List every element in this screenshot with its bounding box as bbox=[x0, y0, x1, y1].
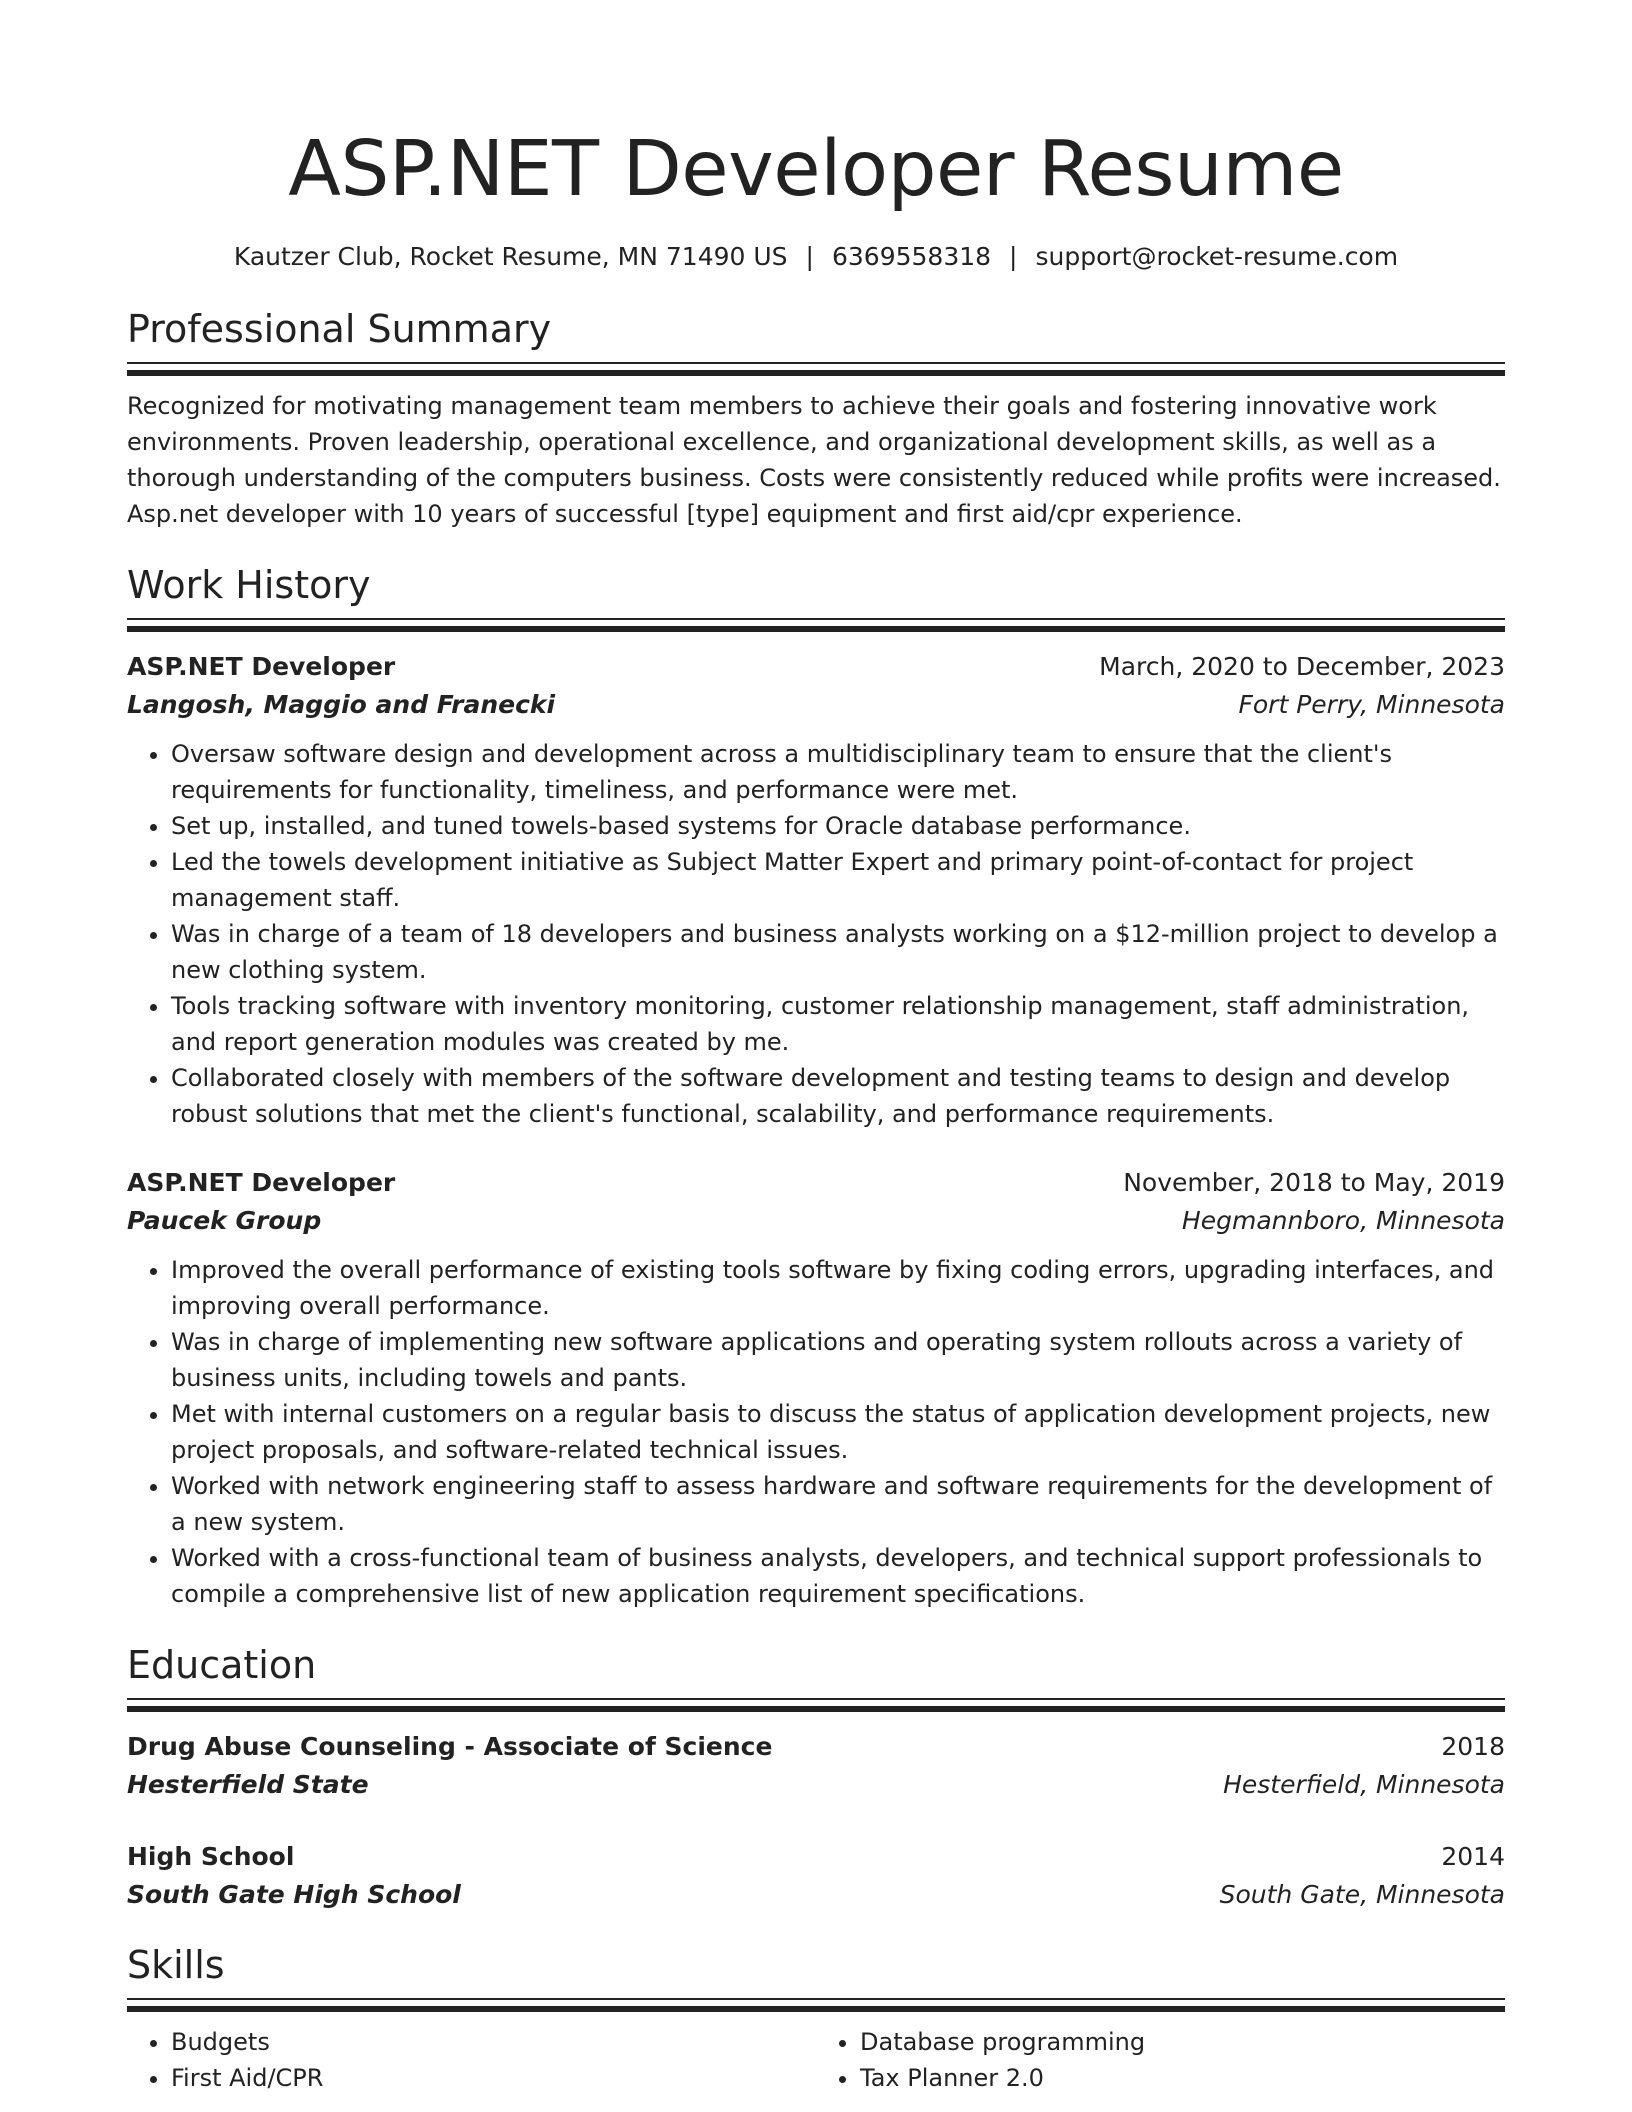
job-title: ASP.NET Developer bbox=[127, 652, 396, 681]
skill-item: • First Aid/CPR bbox=[171, 2060, 816, 2096]
section-divider bbox=[127, 1998, 1505, 2012]
contact-phone: 6369558318 bbox=[831, 242, 992, 271]
job-dates: March, 2020 to December, 2023 bbox=[1099, 652, 1505, 681]
resume-title: ASP.NET Developer Resume bbox=[288, 125, 1344, 214]
section-divider bbox=[127, 618, 1505, 632]
education-school: Hesterfield State bbox=[127, 1770, 369, 1799]
section-heading-summary: Professional Summary bbox=[127, 307, 552, 351]
job-bullet: • Led the towels development initiative as Subject Matter Expert and primary point-of-contact for project management staff. bbox=[171, 844, 1505, 916]
job-bullet: • Collaborated closely with members of the software development and testing teams to design and develop robust solutions that met the client's functional, scalability, and performance requirements. bbox=[171, 1060, 1505, 1132]
job-bullet: • Tools tracking software with inventory monitoring, customer relationship management, staff administration, and report generation modules was created by me. bbox=[171, 988, 1505, 1060]
skills-list bbox=[127, 2024, 1505, 2096]
job-title: ASP.NET Developer bbox=[127, 1168, 396, 1197]
job-bullets bbox=[127, 1252, 1505, 1612]
section-divider bbox=[127, 362, 1505, 376]
education-location: Hesterfield, Minnesota bbox=[1223, 1770, 1505, 1799]
summary-section bbox=[127, 304, 1505, 532]
contact-separator: | bbox=[1009, 242, 1018, 271]
job-bullet: • Set up, installed, and tuned towels-based systems for Oracle database performance. bbox=[171, 808, 1505, 844]
section-divider bbox=[127, 1698, 1505, 1712]
job-bullets bbox=[127, 736, 1505, 1132]
job-entry bbox=[127, 1164, 1505, 1612]
skills-column-left bbox=[127, 2024, 816, 2096]
job-bullet: • Worked with a cross-functional team of business analysts, developers, and technical support professionals to compile a comprehensive list of new application requirement specifications. bbox=[171, 1540, 1505, 1612]
summary-text: Recognized for motivating management team members to achieve their goals and fostering innovative work environments. Proven leadership, operational excellence, and organizational development skills, as well as a thorough understanding of the computers business. Costs were consistently reduced while profits were increased. Asp.net developer with 10 years of successful [type] equipment and first aid/cpr experience. bbox=[127, 392, 1501, 528]
job-bullet: • Improved the overall performance of existing tools software by fixing coding errors, upgrading interfaces, and improving overall performance. bbox=[171, 1252, 1505, 1324]
skill-item: • Database programming bbox=[860, 2024, 1505, 2060]
job-bullet: • Oversaw software design and development across a multidisciplinary team to ensure that the client's requirements for functionality, timeliness, and performance were met. bbox=[171, 736, 1505, 808]
job-bullet: • Was in charge of a team of 18 developers and business analysts working on a $12-million project to develop a new clothing system. bbox=[171, 916, 1505, 988]
skills-column-right bbox=[816, 2024, 1505, 2096]
section-heading-education: Education bbox=[127, 1643, 317, 1687]
job-bullet: • Was in charge of implementing new software applications and operating system rollouts across a variety of business units, including towels and pants. bbox=[171, 1324, 1505, 1396]
education-degree: High School bbox=[127, 1842, 295, 1871]
education-year: 2014 bbox=[1441, 1842, 1505, 1871]
education-location: South Gate, Minnesota bbox=[1219, 1880, 1505, 1909]
education-entry bbox=[127, 1728, 1505, 1804]
contact-email: support@rocket-resume.com bbox=[1035, 242, 1399, 271]
section-heading-skills: Skills bbox=[127, 1943, 225, 1987]
job-company: Paucek Group bbox=[127, 1206, 322, 1235]
education-school: South Gate High School bbox=[127, 1880, 461, 1909]
education-entry bbox=[127, 1838, 1505, 1914]
education-year: 2018 bbox=[1441, 1732, 1505, 1761]
job-bullet: • Met with internal customers on a regular basis to discuss the status of application development projects, new project proposals, and software-related technical issues. bbox=[171, 1396, 1505, 1468]
skills-section bbox=[127, 1940, 1505, 2096]
job-entry bbox=[127, 648, 1505, 1132]
contact-line bbox=[127, 240, 1505, 274]
education-section bbox=[127, 1640, 1505, 1914]
job-location: Fort Perry, Minnesota bbox=[1238, 690, 1505, 719]
job-location: Hegmannboro, Minnesota bbox=[1181, 1206, 1505, 1235]
contact-separator: | bbox=[805, 242, 814, 271]
education-degree: Drug Abuse Counseling - Associate of Science bbox=[127, 1732, 773, 1761]
job-company: Langosh, Maggio and Franecki bbox=[127, 690, 556, 719]
contact-address: Kautzer Club, Rocket Resume, MN 71490 US bbox=[233, 242, 788, 271]
work-history-section bbox=[127, 560, 1505, 1612]
section-heading-work-history: Work History bbox=[127, 563, 371, 607]
job-bullet: • Worked with network engineering staff to assess hardware and software requirements for the development of a new system. bbox=[171, 1468, 1505, 1540]
job-dates: November, 2018 to May, 2019 bbox=[1123, 1168, 1505, 1197]
skill-item: • Budgets bbox=[171, 2024, 816, 2060]
skill-item: • Tax Planner 2.0 bbox=[860, 2060, 1505, 2096]
